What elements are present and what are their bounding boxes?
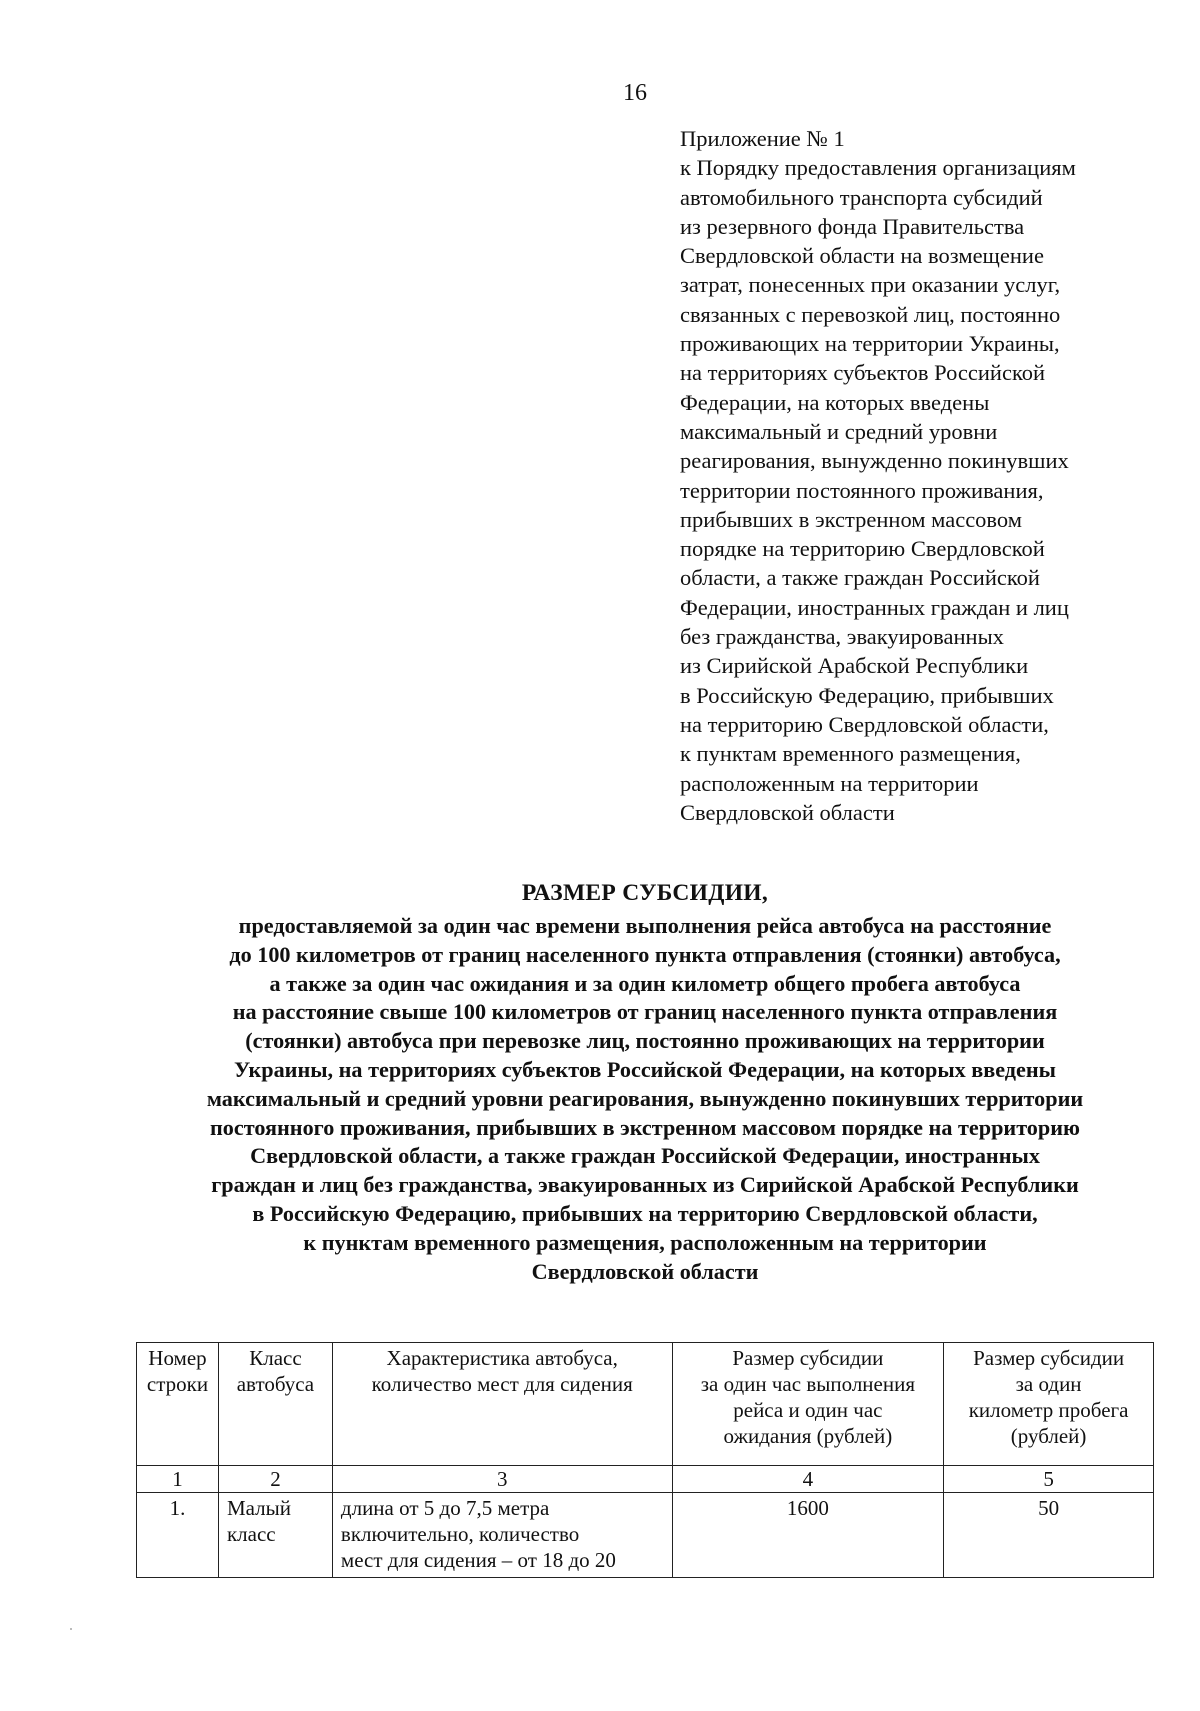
subtitle-line: граждан и лиц без гражданства, эвакуированных из Сирийской Арабской Республики	[211, 1172, 1079, 1198]
appendix-line: связанных с перевозкой лиц, постоянно	[680, 301, 1061, 327]
subtitle-line: Украины, на территориях субъектов Российской Федерации, на которых введены	[233, 1056, 1056, 1082]
header-per-hour	[672, 1343, 944, 1466]
appendix-line: Свердловской области на возмещение	[680, 243, 1044, 269]
table-row	[137, 1493, 1154, 1578]
appendix-line: прибывших в экстренном массовом	[680, 506, 1022, 532]
header-characteristic	[332, 1343, 672, 1466]
row-per-km: 50	[944, 1493, 1154, 1578]
header-text: (рублей)	[1010, 1424, 1087, 1448]
appendix-line: порядке на территорию Свердловской	[680, 536, 1045, 562]
column-number: 1	[137, 1466, 219, 1493]
appendix-line: из Сирийской Арабской Республики	[680, 653, 1029, 679]
header-text: за один	[1015, 1372, 1082, 1396]
subtitle-line: в Российскую Федерацию, прибывших на территорию Свердловской области,	[252, 1200, 1038, 1226]
row-bus-class	[218, 1493, 332, 1578]
cell-text: Малый	[226, 1496, 291, 1520]
appendix-line: на территорию Свердловской области,	[680, 711, 1049, 737]
subtitle-line: до 100 километров от границ населенного пункта отправления (стоянки) автобуса,	[229, 941, 1061, 967]
appendix-line: территории постоянного проживания,	[680, 477, 1044, 503]
header-text: рейса и один час	[733, 1398, 883, 1422]
header-text: ожидания (рублей)	[723, 1424, 893, 1448]
subtitle-line: Свердловской области	[531, 1258, 759, 1284]
cell-text: длина от 5 до 7,5 метра	[340, 1496, 550, 1520]
header-text: Номер	[148, 1346, 207, 1370]
appendix-line: на территориях субъектов Российской	[680, 360, 1046, 386]
subtitle-line: Свердловской области, а также граждан Российской Федерации, иностранных	[250, 1143, 1040, 1169]
subtitle-line: максимальный и средний уровни реагирования, вынужденно покинувших территории	[206, 1085, 1084, 1111]
appendix-line: Приложение № 1	[680, 126, 845, 151]
appendix-line: расположенным на территории	[680, 770, 979, 796]
appendix-line: автомобильного транспорта субсидий	[680, 184, 1043, 210]
appendix-line: в Российскую Федерацию, прибывших	[680, 682, 1054, 708]
header-text: автобуса	[236, 1372, 315, 1396]
column-number: 2	[218, 1466, 332, 1493]
header-per-km	[944, 1343, 1154, 1466]
page-number: 16	[623, 80, 647, 106]
subtitle-line: а также за один час ожидания и за один километр общего пробега автобуса	[269, 970, 1021, 996]
table-header-row	[137, 1343, 1154, 1466]
subtitle-line: постоянного проживания, прибывших в экстренном массовом порядке на территорию	[210, 1114, 1080, 1140]
header-text: за один час выполнения	[700, 1372, 915, 1396]
appendix-line: к пунктам временного размещения,	[680, 741, 1021, 767]
column-number: 5	[944, 1466, 1154, 1493]
document-title: РАЗМЕР СУБСИДИИ,	[521, 880, 769, 906]
row-number: 1.	[137, 1493, 219, 1578]
appendix-line: Федерации, на которых введены	[680, 389, 990, 415]
header-text: Характеристика автобуса,	[386, 1346, 618, 1370]
cell-text: класс	[226, 1522, 276, 1546]
scan-speck	[70, 1628, 72, 1630]
document-subtitle	[130, 912, 1160, 1286]
subtitle-line: (стоянки) автобуса при перевозке лиц, постоянно проживающих на территории	[245, 1028, 1045, 1054]
appendix-line: проживающих на территории Украины,	[680, 331, 1060, 357]
subtitle-line: к пунктам временного размещения, расположенным на территории	[303, 1229, 987, 1255]
appendix-line: Свердловской области	[680, 799, 895, 825]
header-text: километр пробега	[968, 1398, 1129, 1422]
column-number: 4	[672, 1466, 944, 1493]
subtitle-line: на расстояние свыше 100 километров от границ населенного пункта отправления	[232, 999, 1058, 1025]
subsidy-table	[136, 1342, 1154, 1578]
header-bus-class	[218, 1343, 332, 1466]
row-per-hour: 1600	[672, 1493, 944, 1578]
appendix-line: области, а также граждан Российской	[680, 565, 1040, 591]
appendix-line: затрат, понесенных при оказании услуг,	[680, 272, 1061, 298]
header-text: Размер субсидии	[973, 1346, 1125, 1370]
column-number-row	[137, 1466, 1154, 1493]
column-number: 3	[332, 1466, 672, 1493]
appendix-line: Федерации, иностранных граждан и лиц	[680, 594, 1069, 620]
cell-text: мест для сидения – от 18 до 20	[340, 1548, 616, 1572]
header-text: Размер субсидии	[732, 1346, 884, 1370]
appendix-note	[680, 124, 1150, 827]
header-text: Класс	[249, 1346, 302, 1370]
appendix-line: из резервного фонда Правительства	[680, 213, 1025, 239]
subtitle-line: предоставляемой за один час времени выполнения рейса автобуса на расстояние	[238, 913, 1052, 938]
cell-text: включительно, количество	[340, 1522, 580, 1546]
row-characteristic	[332, 1493, 672, 1578]
appendix-line: к Порядку предоставления организациям	[680, 155, 1076, 181]
header-text: количество мест для сидения	[371, 1372, 633, 1396]
appendix-line: без гражданства, эвакуированных	[680, 624, 1004, 650]
header-text: строки	[146, 1372, 209, 1396]
appendix-line: максимальный и средний уровни	[680, 418, 998, 444]
appendix-line: реагирования, вынужденно покинувших	[680, 448, 1069, 474]
header-row-number	[137, 1343, 219, 1466]
